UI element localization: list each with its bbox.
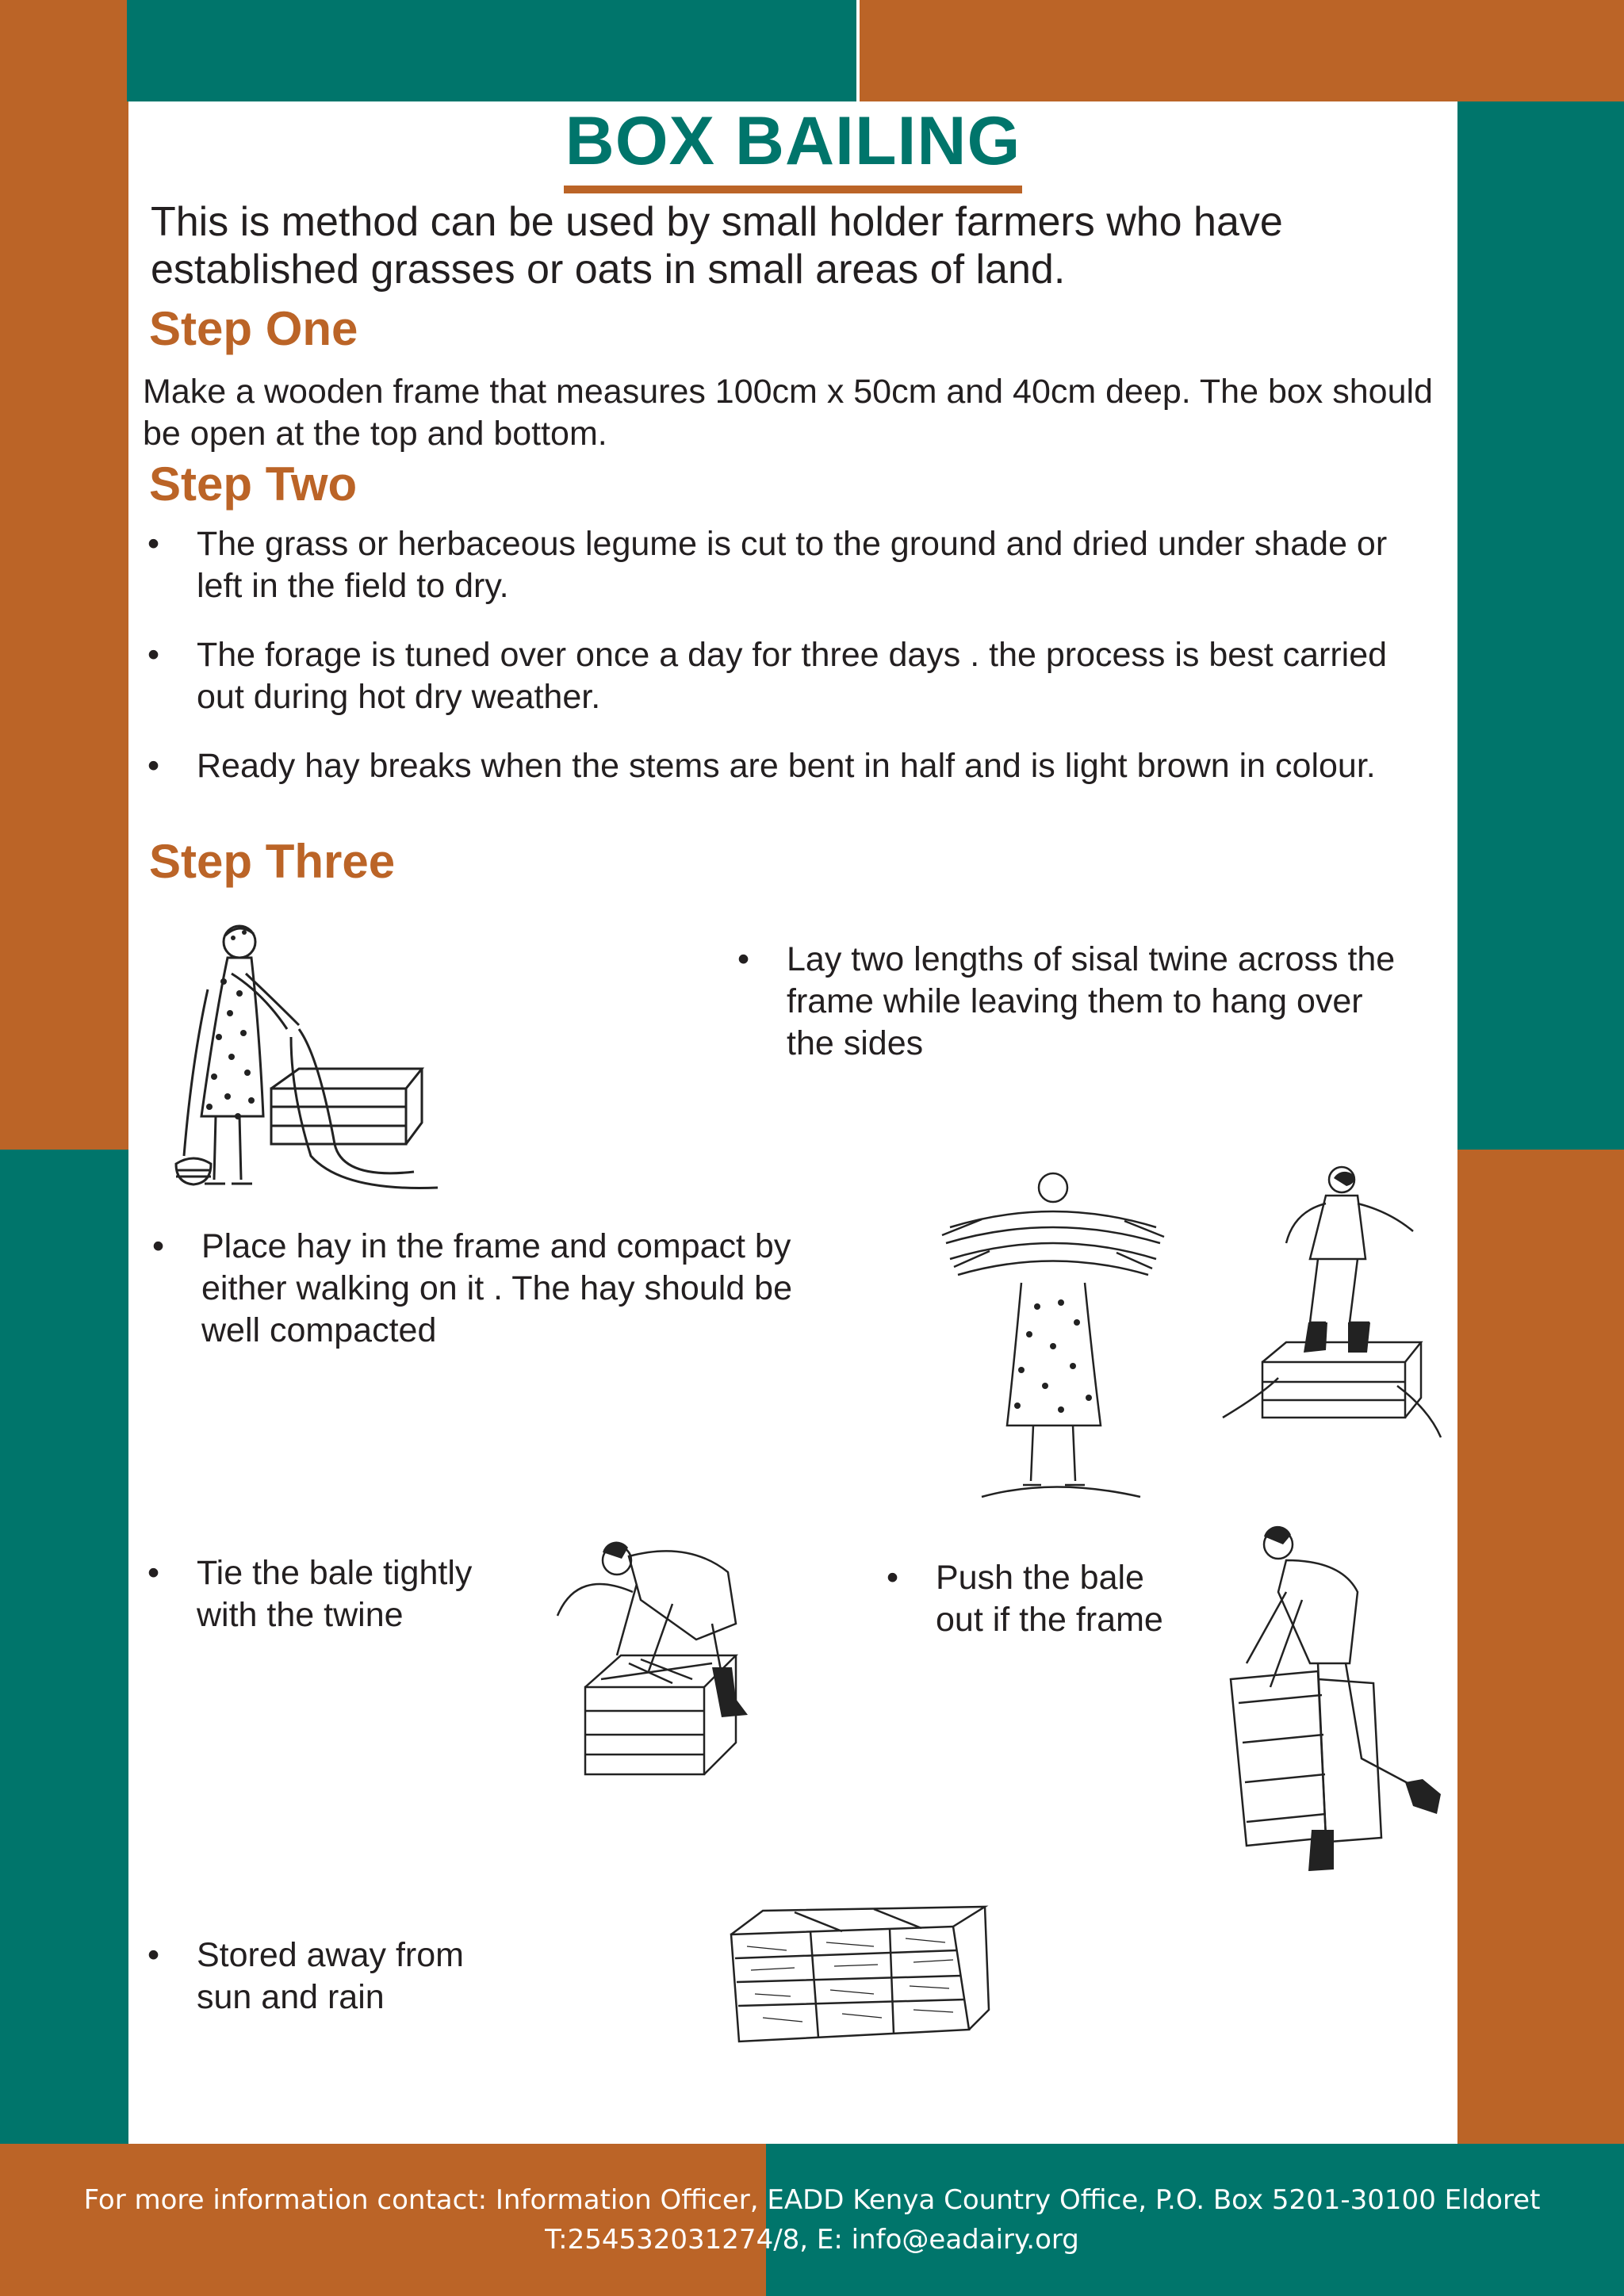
intro-paragraph: This is method can be used by small holder farmers who have established grasses or oats in small areas of land. bbox=[151, 199, 1283, 293]
woman-carrying-hay-illustration bbox=[934, 1164, 1172, 1536]
content-panel bbox=[128, 101, 1457, 2144]
step-three-heading: Step Three bbox=[149, 835, 396, 888]
footer-contact-line-1: For more information contact: Information Officer, EADD Kenya Country Office, P.O. Box 5201-30100 Eldoret bbox=[83, 2184, 1541, 2216]
frame-top-left bbox=[127, 0, 856, 101]
step-one-heading: Step One bbox=[149, 302, 358, 355]
bullet-marker: • bbox=[147, 1554, 160, 1592]
bullet-text: Lay two lengths of sisal twine across the frame while leaving them to hang over the sides bbox=[787, 940, 1396, 1062]
bullet-text: Ready hay breaks when the stems are bent in half and is light brown in colour. bbox=[197, 747, 1376, 785]
page-title-text: BOX BAILING bbox=[564, 101, 1023, 193]
frame-right-bottom bbox=[1457, 1150, 1624, 2144]
bullet-text: The forage is tuned over once a day for three days . the process is best carried out during hot dry weather. bbox=[197, 636, 1388, 716]
footer-contact-line-2: T:254532031274/8, E: info@eadairy.org bbox=[545, 2224, 1079, 2256]
step-two-bullet-3 bbox=[147, 745, 1440, 787]
bullet-text: Tie the bale tightly with the twine bbox=[197, 1554, 473, 1634]
bullet-marker: • bbox=[152, 1227, 165, 1265]
bullet-marker: • bbox=[737, 940, 750, 978]
bullet-marker: • bbox=[887, 1559, 899, 1597]
bullet-text: Place hay in the frame and compact by either walking on it . The hay should be well compacted bbox=[201, 1227, 793, 1349]
frame-left-bottom bbox=[0, 1150, 128, 2144]
bullet-marker: • bbox=[147, 636, 160, 674]
step-three-bullet-3 bbox=[147, 1552, 496, 1636]
bullet-marker: • bbox=[147, 525, 160, 563]
step-three-bullet-2 bbox=[152, 1226, 842, 1352]
frame-right-top bbox=[1457, 101, 1624, 1150]
step-three-bullet-4 bbox=[887, 1557, 1172, 1641]
man-pushing-bale-illustration bbox=[1215, 1521, 1453, 1933]
bullet-text: Push the bale out if the frame bbox=[936, 1559, 1163, 1639]
bullet-marker: • bbox=[147, 747, 160, 785]
finished-bale-illustration bbox=[715, 1903, 1001, 2061]
step-two-heading: Step Two bbox=[149, 457, 358, 511]
step-three-bullet-5 bbox=[147, 1934, 496, 2019]
step-one-text: Make a wooden frame that measures 100cm x 50cm and 40cm deep. The box should be open at the top and bottom. bbox=[143, 373, 1433, 453]
man-tying-bale-illustration bbox=[553, 1529, 776, 1830]
step-three-bullet-1 bbox=[737, 939, 1419, 1065]
bullet-text: Stored away from sun and rain bbox=[197, 1936, 464, 2016]
step-two-bullet-2 bbox=[147, 634, 1440, 718]
frame-left-top bbox=[0, 0, 128, 1150]
frame-top-right bbox=[860, 0, 1624, 101]
man-compacting-hay-illustration bbox=[1215, 1156, 1445, 1529]
page-title bbox=[128, 101, 1457, 193]
bullet-text: The grass or herbaceous legume is cut to the ground and dried under shade or left in the field to dry. bbox=[197, 525, 1388, 605]
woman-laying-twine-illustration bbox=[152, 918, 438, 1235]
step-two-bullet-1 bbox=[147, 523, 1440, 607]
bullet-marker: • bbox=[147, 1936, 160, 1974]
